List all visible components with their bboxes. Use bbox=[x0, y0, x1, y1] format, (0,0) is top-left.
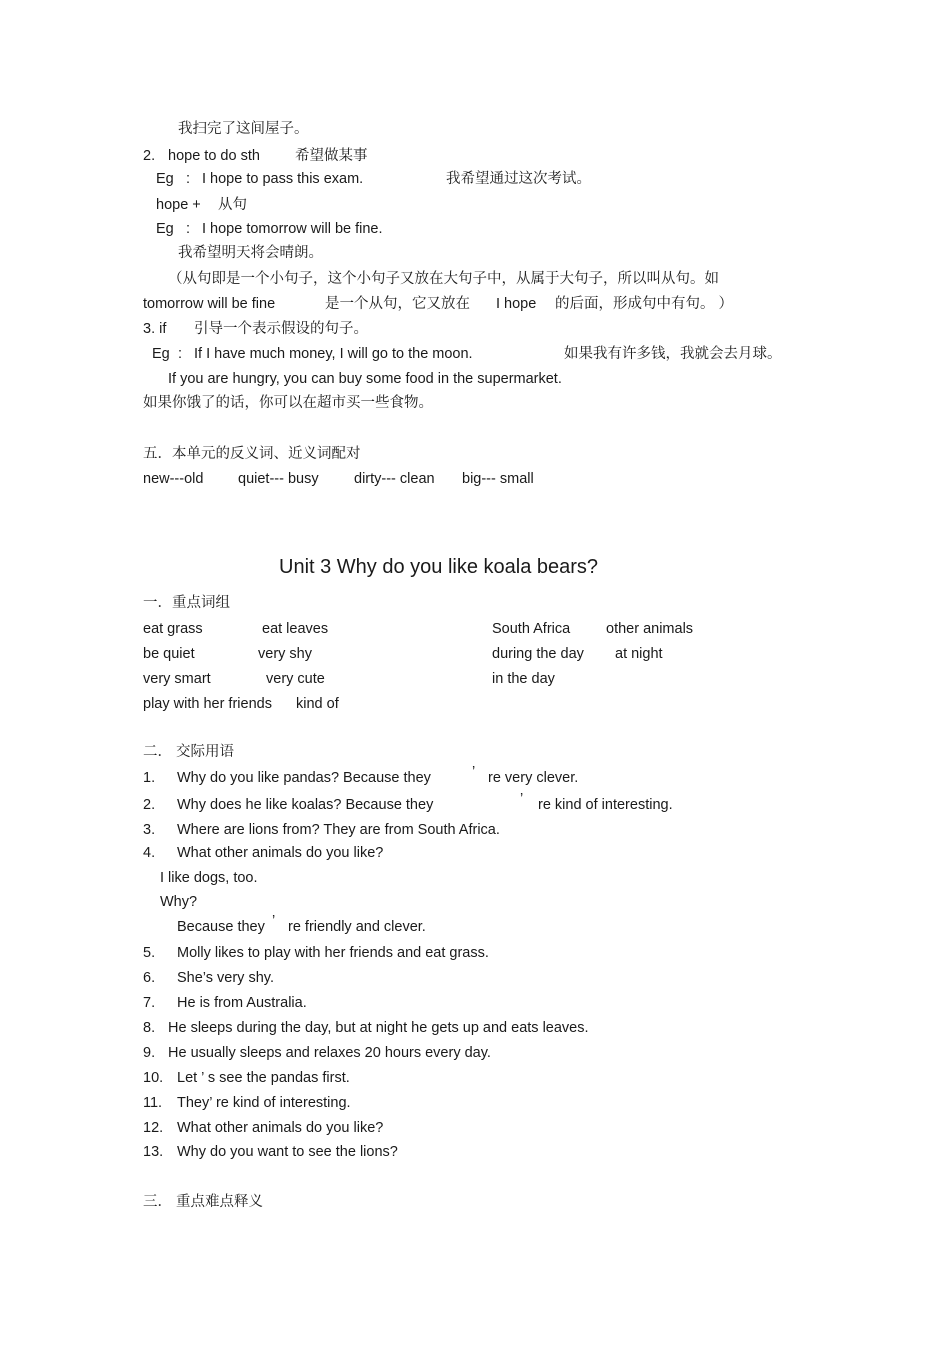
sentence: Where are lions from? They are from South Africa. bbox=[177, 822, 500, 838]
example-label: Eg bbox=[156, 221, 174, 237]
example-chinese: 我希望明天将会晴朗。 bbox=[178, 245, 323, 261]
sentence: What other animals do you like? bbox=[177, 1120, 384, 1136]
word-pair: dirty--- clean bbox=[354, 471, 435, 487]
apostrophe: ’ bbox=[472, 764, 476, 780]
example-english: I hope tomorrow will be fine. bbox=[202, 221, 383, 237]
key-phrase: play with her friends bbox=[143, 696, 272, 712]
word-pair: new---old bbox=[143, 471, 204, 487]
sentence: Molly likes to play with her friends and eat grass. bbox=[177, 945, 489, 961]
key-phrase: very shy bbox=[258, 646, 312, 662]
item-number: 5. bbox=[143, 945, 156, 961]
apostrophe: ’ bbox=[272, 913, 276, 929]
section-heading: 一．重点词组 bbox=[143, 595, 230, 611]
sentence: They’ re kind of interesting. bbox=[177, 1095, 351, 1111]
key-phrase: very smart bbox=[143, 671, 211, 687]
item-number: 3. bbox=[143, 822, 156, 838]
sentence: re very clever. bbox=[488, 770, 579, 786]
key-phrase: kind of bbox=[296, 696, 339, 712]
key-phrase: eat grass bbox=[143, 621, 203, 637]
sentence: Why? bbox=[160, 894, 198, 910]
example-label: Eg bbox=[156, 171, 174, 187]
key-phrase: be quiet bbox=[143, 646, 195, 662]
apostrophe: ’ bbox=[520, 791, 524, 807]
key-phrase: South Africa bbox=[492, 621, 571, 637]
sentence: He usually sleeps and relaxes 20 hours every day. bbox=[168, 1045, 491, 1061]
example-english: I hope to pass this exam. bbox=[202, 171, 364, 187]
note-text: tomorrow will be fine bbox=[143, 296, 276, 312]
item-number: 11. bbox=[143, 1095, 163, 1111]
item-number: 10. bbox=[143, 1070, 164, 1086]
item-number: 12. bbox=[143, 1120, 164, 1136]
key-phrase: eat leaves bbox=[262, 621, 329, 637]
sentence: She’s very shy. bbox=[177, 970, 274, 986]
example-english: If I have much money, I will go to the moon. bbox=[194, 346, 473, 362]
example-chinese: 如果你饿了的话，你可以在超市买一些食物。 bbox=[143, 395, 433, 411]
sentence: Let ’ s see the pandas first. bbox=[177, 1070, 350, 1086]
phrase-meaning: 引导一个表示假设的句子。 bbox=[194, 321, 368, 337]
example-label: Eg bbox=[152, 346, 170, 362]
sentence: Why do you like pandas? Because they bbox=[177, 770, 431, 786]
example-chinese: 我希望通过这次考试。 bbox=[446, 171, 591, 187]
example-english: If you are hungry, you can buy some food in the supermarket. bbox=[168, 371, 562, 387]
item-number: 4. bbox=[143, 845, 156, 861]
unit-title: Unit 3 Why do you like koala bears? bbox=[279, 556, 599, 578]
sentence: Because they bbox=[177, 919, 265, 935]
section-heading: 二． 交际用语 bbox=[143, 744, 235, 760]
item-number: 3. if bbox=[143, 321, 167, 337]
text-line: 我扫完了这间屋子。 bbox=[178, 121, 309, 137]
sentence: What other animals do you like? bbox=[177, 845, 384, 861]
item-number: 9. bbox=[143, 1045, 156, 1061]
section-heading: 三． 重点难点释义 bbox=[143, 1194, 264, 1210]
example-colon: : bbox=[178, 346, 183, 362]
phrase-meaning: 希望做某事 bbox=[295, 148, 368, 164]
key-phrase: at night bbox=[615, 646, 663, 662]
item-number: 2. bbox=[143, 797, 156, 813]
note-text: 的后面，形成句中有句。 ） bbox=[555, 296, 734, 312]
sentence: He is from Australia. bbox=[177, 995, 307, 1011]
item-number: 2. bbox=[143, 148, 156, 164]
phrase-meaning: 从句 bbox=[218, 197, 247, 213]
key-phrase: in the day bbox=[492, 671, 555, 687]
example-colon: : bbox=[186, 171, 191, 187]
note-text: I hope bbox=[496, 296, 537, 312]
section-heading: 五．本单元的反义词、近义词配对 bbox=[143, 446, 361, 462]
example-chinese: 如果我有许多钱，我就会去月球。 bbox=[564, 346, 782, 362]
note-text: 是一个从句，它又放在 bbox=[325, 296, 470, 312]
key-phrase: very cute bbox=[266, 671, 325, 687]
sentence: I like dogs, too. bbox=[160, 870, 258, 886]
word-pair: quiet--- busy bbox=[238, 471, 319, 487]
key-phrase: during the day bbox=[492, 646, 584, 662]
phrase: hope to do sth bbox=[168, 148, 260, 164]
item-number: 1. bbox=[143, 770, 156, 786]
sentence: He sleeps during the day, but at night he gets up and eats leaves. bbox=[168, 1020, 589, 1036]
key-phrase: other animals bbox=[606, 621, 694, 637]
item-number: 8. bbox=[143, 1020, 156, 1036]
item-number: 13. bbox=[143, 1144, 164, 1160]
sentence: Why does he like koalas? Because they bbox=[177, 797, 434, 813]
example-colon: : bbox=[186, 221, 191, 237]
note-text: （从句即是一个小句子，这个小句子又放在大句子中，从属于大句子，所以叫从句。如 bbox=[168, 271, 719, 287]
sentence: re friendly and clever. bbox=[288, 919, 426, 935]
phrase: hope + bbox=[156, 197, 201, 213]
word-pair: big--- small bbox=[462, 471, 534, 487]
item-number: 7. bbox=[143, 995, 156, 1011]
sentence: Why do you want to see the lions? bbox=[177, 1144, 398, 1160]
sentence: re kind of interesting. bbox=[538, 797, 673, 813]
item-number: 6. bbox=[143, 970, 156, 986]
